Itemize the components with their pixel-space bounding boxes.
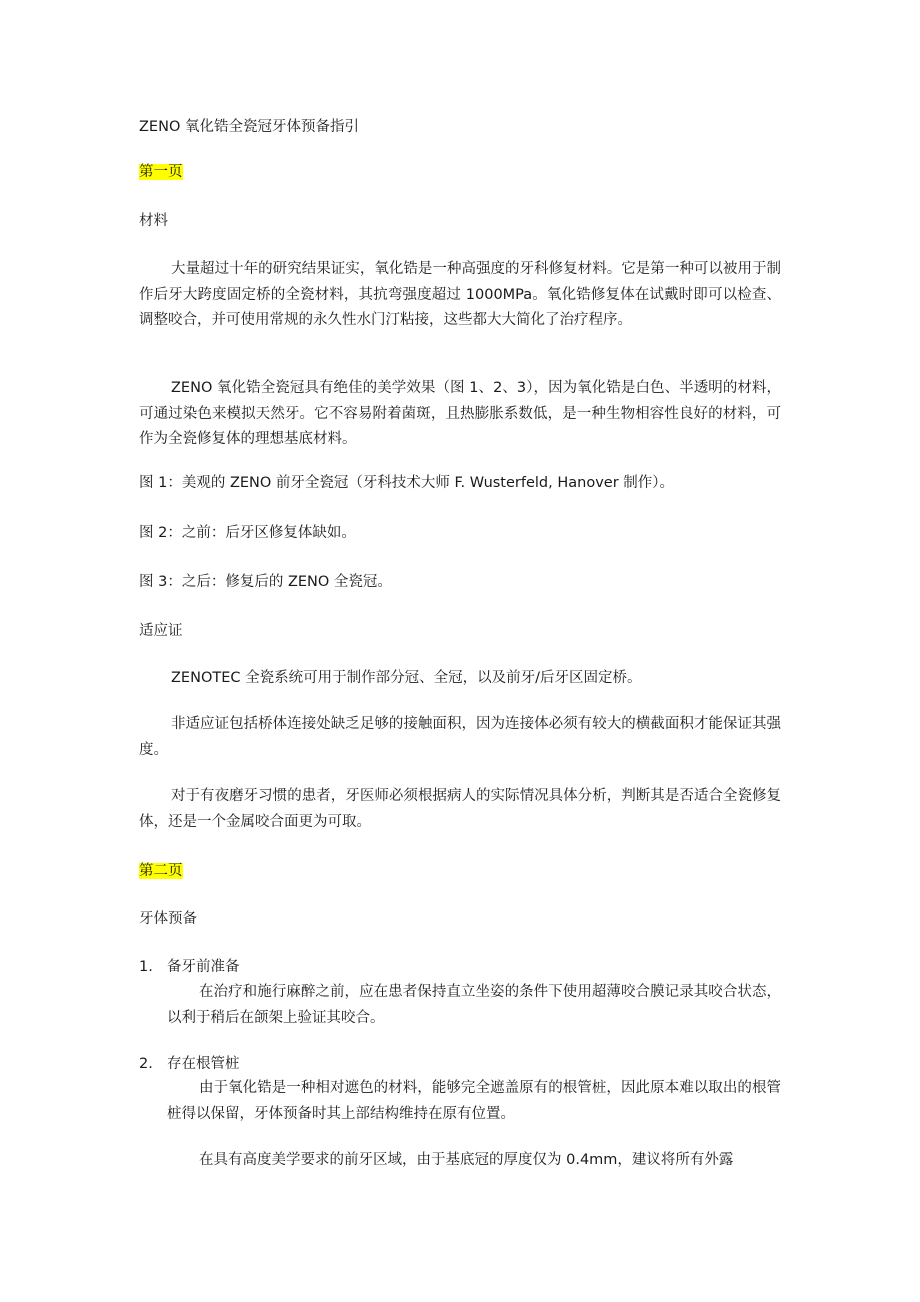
figure-2-caption: 图 2：之前：后牙区修复体缺如。	[139, 525, 356, 541]
materials-paragraph-1: 大量超过十年的研究结果证实，氧化锆是一种高强度的牙科修复材料。它是第一种可以被用于制作后牙大跨度固定桥的全瓷材料，其抗弯强度超过 1000MPa。氧化锆修复体在试戴时即可以检查、调整咬合，并可使用常规的永久性水门汀粘接，这些都大大简化了治疗程序。	[139, 261, 781, 328]
list-item-1-text: 在治疗和施行麻醉之前，应在患者保持直立坐姿的条件下使用超薄咬合膜记录其咬合状态，以利于稍后在颌架上验证其咬合。	[167, 984, 781, 1026]
list-item-2-text-1: 由于氧化锆是一种相对遮色的材料，能够完全遮盖原有的根管桩，因此原本难以取出的根管桩得以保留，牙体预备时其上部结构维持在原有位置。	[167, 1080, 781, 1122]
section-heading-preparation: 牙体预备	[139, 911, 197, 927]
list-item-2-text-2: 在具有高度美学要求的前牙区域，由于基底冠的厚度仅为 0.4mm，建议将所有外露	[199, 1152, 734, 1168]
list-item-2-number: 2.	[139, 1056, 153, 1072]
indications-paragraph-1: ZENOTEC 全瓷系统可用于制作部分冠、全冠，以及前牙/后牙区固定桥。	[171, 670, 642, 686]
figure-3-caption: 图 3：之后：修复后的 ZENO 全瓷冠。	[139, 574, 392, 590]
page-marker-1	[139, 162, 183, 182]
list-item-2-heading	[139, 1054, 240, 1074]
page-marker-2-text: 第二页	[139, 863, 183, 879]
list-item-2-title: 存在根管桩	[167, 1056, 240, 1072]
list-item-1-heading	[139, 957, 240, 977]
section-heading-indications: 适应证	[139, 623, 183, 639]
list-item-1-number: 1.	[139, 959, 153, 975]
indications-paragraph-2: 非适应证包括桥体连接处缺乏足够的接触面积，因为连接体必须有较大的横截面积才能保证其强度。	[139, 716, 781, 758]
figure-1-caption: 图 1：美观的 ZENO 前牙全瓷冠（牙科技术大师 F. Wusterfeld, Hanover 制作）。	[139, 475, 675, 491]
page-marker-2	[139, 861, 183, 881]
indications-paragraph-3: 对于有夜磨牙习惯的患者，牙医师必须根据病人的实际情况具体分析，判断其是否适合全瓷修复体，还是一个金属咬合面更为可取。	[139, 788, 781, 830]
materials-paragraph-2: ZENO 氧化锆全瓷冠具有绝佳的美学效果（图 1、2、3），因为氧化锆是白色、半透明的材料，可通过染色来模拟天然牙。它不容易附着菌斑，且热膨胀系数低，是一种生物相容性良好的材料，可作为全瓷修复体的理想基底材料。	[139, 380, 781, 447]
list-item-1-title: 备牙前准备	[167, 959, 240, 975]
section-heading-materials: 材料	[139, 213, 168, 229]
page-marker-1-text: 第一页	[139, 164, 183, 180]
document-title: ZENO 氧化锆全瓷冠牙体预备指引	[139, 119, 359, 135]
